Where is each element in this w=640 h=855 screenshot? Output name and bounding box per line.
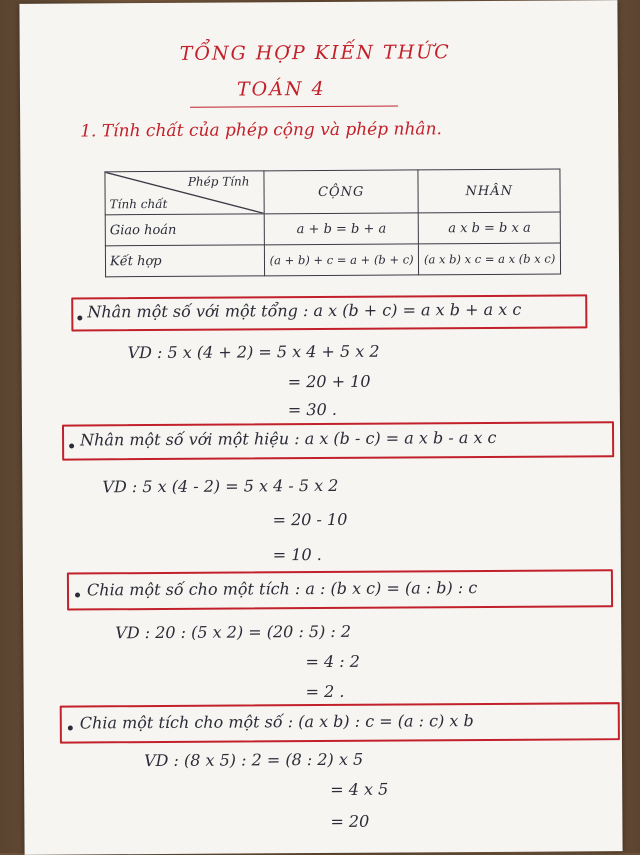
rule-2-text: Nhân một số với một hiệu : a x (b - c) = a x b - a x c [80, 427, 497, 450]
properties-table [104, 169, 561, 278]
rule-4-text: Chia một tích cho một số : (a x b) : c = (a : c) x b [79, 711, 474, 733]
table-row [105, 212, 560, 246]
bullet-icon [75, 592, 80, 597]
cell-add-commutative: a + b = b + a [264, 213, 419, 245]
title-underline [190, 106, 398, 108]
rule-1-text: Nhân một số với một tổng : a x (b + c) = a x b + a x c [87, 299, 522, 322]
row-label-associative: Kết hợp [105, 245, 264, 277]
rule-3-example-line-2: = 4 : 2 [305, 651, 360, 672]
cell-mul-associative: (a x b) x c = a x (b x c) [419, 243, 561, 275]
bullet-icon [77, 315, 82, 320]
bullet-icon [68, 726, 73, 731]
page-title: TỔNG HỢP KIẾN THỨC [179, 41, 451, 65]
rule-2-example-line-2: = 20 - 10 [272, 509, 348, 530]
row-label-commutative: Giao hoán [105, 214, 264, 246]
cell-add-associative: (a + b) + c = a + (b + c) [264, 244, 419, 276]
col-header-mul: NHÂN [418, 169, 560, 213]
rule-4-example-line-1: VD : (8 x 5) : 2 = (8 : 2) x 5 [143, 749, 364, 771]
bullet-icon [69, 444, 74, 449]
page-subtitle: TOÁN 4 [236, 77, 326, 101]
rule-1-example-line-2: = 20 + 10 [287, 371, 371, 392]
rule-3-example-line-3: = 2 . [305, 681, 345, 702]
rule-2-example-line-3: = 10 . [272, 544, 322, 565]
header-operation: Phép Tính [187, 174, 250, 189]
cell-mul-commutative: a x b = b x a [419, 212, 561, 244]
rule-3-example-line-1: VD : 20 : (5 x 2) = (20 : 5) : 2 [115, 621, 352, 643]
rule-3-text: Chia một số cho một tích : a : (b x c) = (a : b) : c [86, 578, 478, 600]
rule-1-example-line-1: VD : 5 x (4 + 2) = 5 x 4 + 5 x 2 [127, 341, 380, 363]
rule-4-example-line-2: = 4 x 5 [330, 779, 389, 799]
notebook-page [19, 0, 622, 855]
header-property: Tính chất [109, 196, 168, 212]
rule-4-example-line-3: = 20 [330, 811, 370, 831]
rule-2-example-line-1: VD : 5 x (4 - 2) = 5 x 4 - 5 x 2 [102, 475, 339, 497]
table-row [105, 243, 560, 277]
rule-1-example-line-3: = 30 . [287, 399, 337, 420]
col-header-add: CỘNG [264, 170, 419, 214]
table-corner-header [105, 171, 264, 215]
section-heading: 1. Tính chất của phép cộng và phép nhân. [80, 119, 442, 142]
